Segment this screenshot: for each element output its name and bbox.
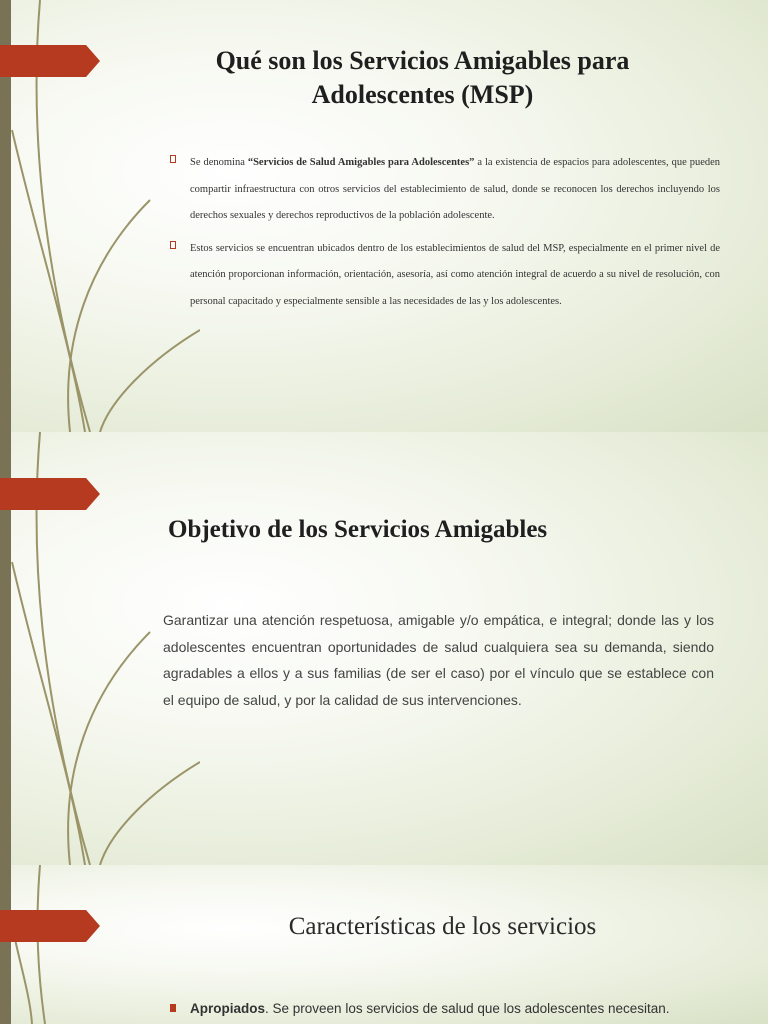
bullet-square-icon — [170, 155, 176, 163]
bold-term: Apropiados — [190, 1001, 266, 1016]
list-item: Se denomina “Servicios de Salud Amigables para Adolescentes” a la existencia de espacios para adolescentes, que pueden compartir infraestructura con otros servicios del establecimiento de salud, donde se reconocen los derechos incluyendo los derechos sexuales y derechos reproductivos de la población adolescente. — [170, 150, 720, 230]
slide-2 — [0, 432, 768, 865]
slide-2-paragraph: Garantizar una atención respetuosa, amigable y/o empática, e integral; donde las y los adolescentes encuentran oportunidades de salud cualquiera sea su demanda, siendo agradables a ellos y a sus familias (de ser el caso) por el vínculo que se establece con el equipo de salud, y por la calidad de sus intervenciones. — [163, 612, 714, 708]
red-arrow-tab — [0, 910, 100, 942]
list-item: Estos servicios se encuentran ubicados dentro de los establecimientos de salud del MSP, especialmente en el primer nivel de atención proporcionan información, orientación, asesoría, así como atención integral de acuerdo a su nivel de resolución, con personal capacitado y especialmente sensible a las necesidades de las y los adolescentes. — [170, 236, 720, 316]
slide-2-title: Objetivo de los Servicios Amigables — [168, 516, 548, 543]
red-arrow-tab — [0, 478, 100, 510]
slide-1-title: Qué son los Servicios Amigables para Adolescentes (MSP) — [215, 46, 630, 109]
list-item: Apropiados. Se proveen los servicios de salud que los adolescentes necesitan. — [170, 1001, 750, 1016]
bullet-square-icon — [170, 241, 176, 249]
slide-1-bullets — [170, 150, 720, 321]
slide-3-title: Características de los servicios — [288, 913, 597, 940]
bullet-square-icon — [170, 1004, 176, 1012]
slide-3 — [0, 865, 768, 1024]
bold-term: “Servicios de Salud Amigables para Adolescentes” — [247, 157, 475, 168]
slide-1 — [0, 0, 768, 432]
red-arrow-tab — [0, 45, 100, 77]
